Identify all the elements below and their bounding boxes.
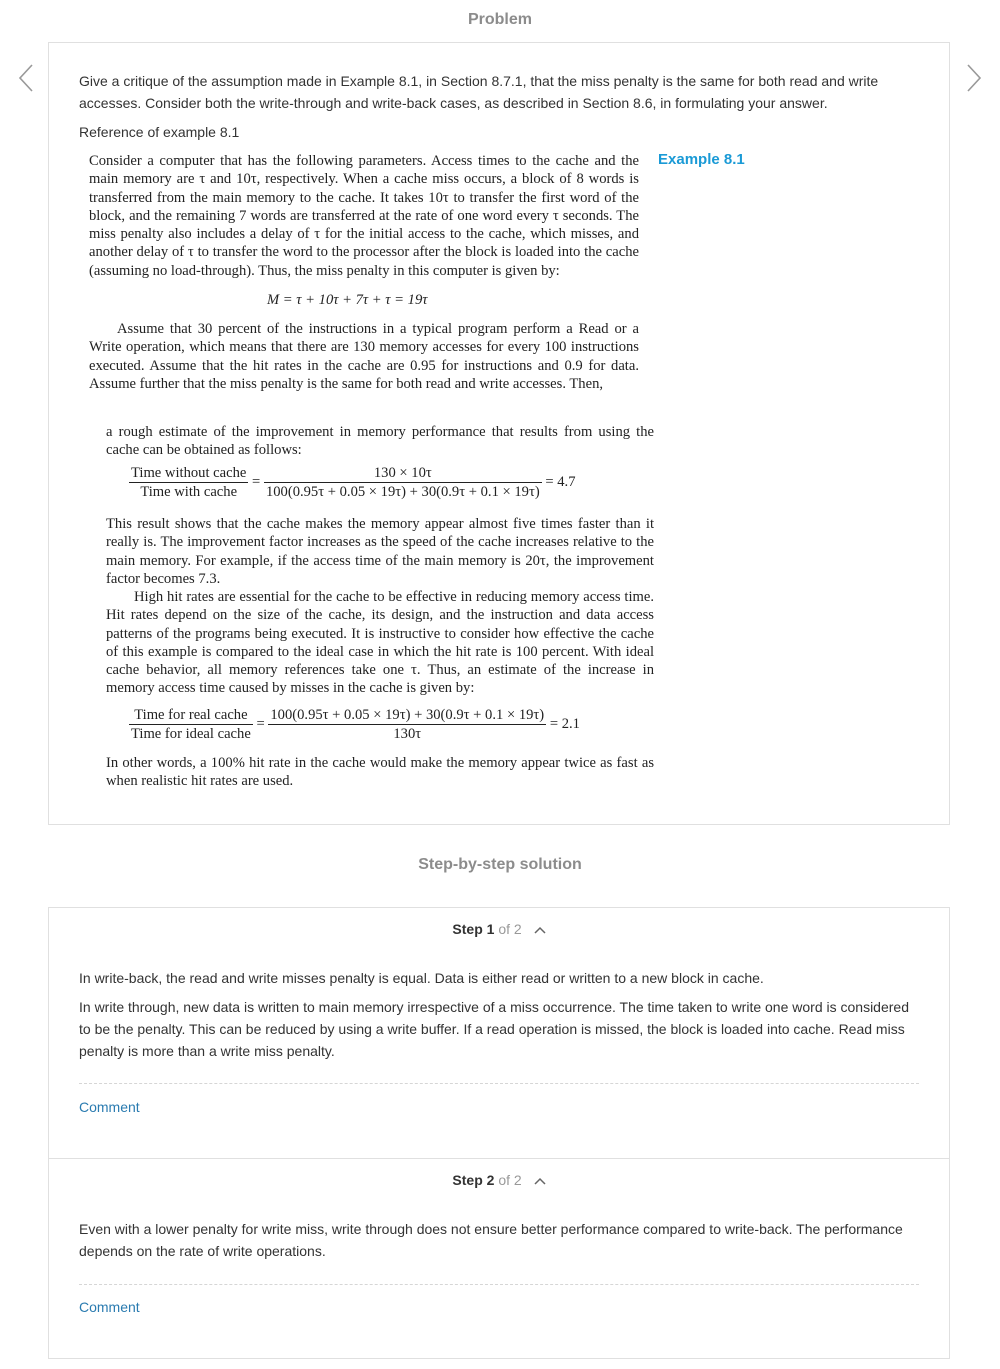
step-body	[79, 967, 919, 1069]
problem-card	[48, 42, 950, 825]
equals-sign: =	[252, 474, 261, 491]
step-paragraph: In write through, new data is written to main memory irrespective of a miss occurrence. The time taken to write one word is considered to be the penalty. This can be reduced by using a write buffer. If a read operation is missed, the block is loaded into cache. Read miss penalty is more than a write miss penalty.	[79, 999, 909, 1059]
fraction-denominator: 100(0.95τ + 0.05 × 19τ) + 30(0.9τ + 0.1 × 19τ)	[265, 484, 540, 501]
example-paragraph-4: This result shows that the cache makes the memory appear almost five times faster than it really is. The improvement factor increases as the speed of the cache increases relative to the main memory. For example, if the access time of the main memory is 20τ, the improvement factor becomes 7.3.	[106, 516, 654, 587]
example-label: Example 8.1	[658, 151, 745, 168]
fraction-numerator: 130 × 10τ	[264, 464, 542, 483]
example-paragraph-5: High hit rates are essential for the cache to be effective in reducing memory access time. Hit rates depend on the size of the cache, its design, and the instruction and data access patterns of the programs being executed. It is instructive to consider how effective the cache of this example is compared to the ideal case in which the hit rate is 100 percent. With ideal cache behavior, all memory references take one τ. Thus, an estimate of the increase in memory access time caused by misses in the cache is given by:	[106, 589, 654, 697]
step-paragraph: Even with a lower penalty for write miss, write through does not ensure better performance compared to write-back. The performance depends on the rate of write operations.	[79, 1221, 903, 1259]
comment-link[interactable]: Comment	[79, 1099, 140, 1115]
example-paragraph-6: In other words, a 100% hit rate in the cache would make the memory appear twice as fast as when realistic hit rates are used.	[106, 755, 654, 790]
value-fraction	[264, 464, 542, 502]
step-label: Step 1	[452, 921, 495, 937]
step-body	[79, 1218, 919, 1269]
prev-problem-button[interactable]	[14, 62, 38, 94]
divider	[79, 1083, 919, 1084]
equals-sign: =	[256, 716, 265, 733]
chevron-up-icon[interactable]	[534, 1177, 546, 1185]
fraction-numerator: 100(0.95τ + 0.05 × 19τ) + 30(0.9τ + 0.1 × 19τ)	[268, 706, 546, 725]
solution-heading: Step-by-step solution	[418, 856, 582, 873]
value-fraction	[268, 706, 546, 744]
time-ratio-fraction	[129, 706, 253, 744]
divider	[79, 1284, 919, 1285]
reference-label: Reference of example 8.1	[79, 124, 240, 140]
step-header[interactable]	[49, 921, 949, 937]
fraction-denominator: 130τ	[393, 726, 422, 743]
chevron-right-icon	[962, 62, 986, 94]
improvement-formula	[129, 464, 576, 502]
formula-result: = 4.7	[545, 474, 576, 491]
fraction-numerator: Time without cache	[129, 464, 248, 483]
example-paragraph-3: a rough estimate of the improvement in memory performance that results from using the cache can be obtained as follows:	[106, 424, 654, 459]
example-paragraph-1: Consider a computer that has the following parameters. Access times to the cache and the main memory are τ and 10τ, respectively. When a cache miss occurs, a block of 8 words is transferred from the main memory to the cache. It takes 10τ to transfer the first word of the block, and the remaining 7 words are transferred at the rate of one word every τ seconds. The miss penalty also includes a delay of τ for the initial access to the cache, which misses, and another delay of τ to transfer the word to the processor after the block is loaded into the cache (assuming no load-through). Thus, the miss penalty in this computer is given by:	[89, 153, 639, 279]
formula-result: = 2.1	[549, 716, 580, 733]
step-count: of 2	[498, 1172, 522, 1188]
step-card-2	[48, 1158, 950, 1359]
fraction-numerator: Time for real cache	[129, 706, 253, 725]
comment-link[interactable]: Comment	[79, 1299, 140, 1315]
chevron-up-icon[interactable]	[534, 926, 546, 934]
chevron-left-icon	[14, 62, 38, 94]
time-ratio-fraction	[129, 464, 248, 502]
step-paragraph: In write-back, the read and write misses penalty is equal. Data is either read or written to a new block in cache.	[79, 970, 764, 986]
fraction-denominator: Time with cache	[140, 484, 238, 501]
step-card-1	[48, 907, 950, 1159]
step-label: Step 2	[452, 1172, 495, 1188]
example-paragraph-2: Assume that 30 percent of the instructions in a typical program perform a Read or a Write operation, which means that there are 130 memory accesses for every 100 instructions executed. Assume that the hit rates in the cache are 0.95 for instructions and 0.9 for data. Assume further that the miss penalty is the same for both read and write accesses. Then,	[89, 321, 639, 392]
problem-heading: Problem	[467, 11, 532, 28]
miss-penalty-formula: M = τ + 10τ + 7τ + τ = 19τ	[267, 292, 428, 308]
next-problem-button[interactable]	[962, 62, 986, 94]
fraction-denominator: Time for ideal cache	[131, 726, 251, 743]
step-count: of 2	[498, 921, 522, 937]
access-time-formula	[129, 706, 580, 744]
problem-question: Give a critique of the assumption made in Example 8.1, in Section 8.7.1, that the miss penalty is the same for both read and write accesses. Consider both the write-through and write-back cases, as described in Section 8.6, in formulating your answer.	[79, 73, 879, 111]
step-header[interactable]	[49, 1172, 949, 1188]
